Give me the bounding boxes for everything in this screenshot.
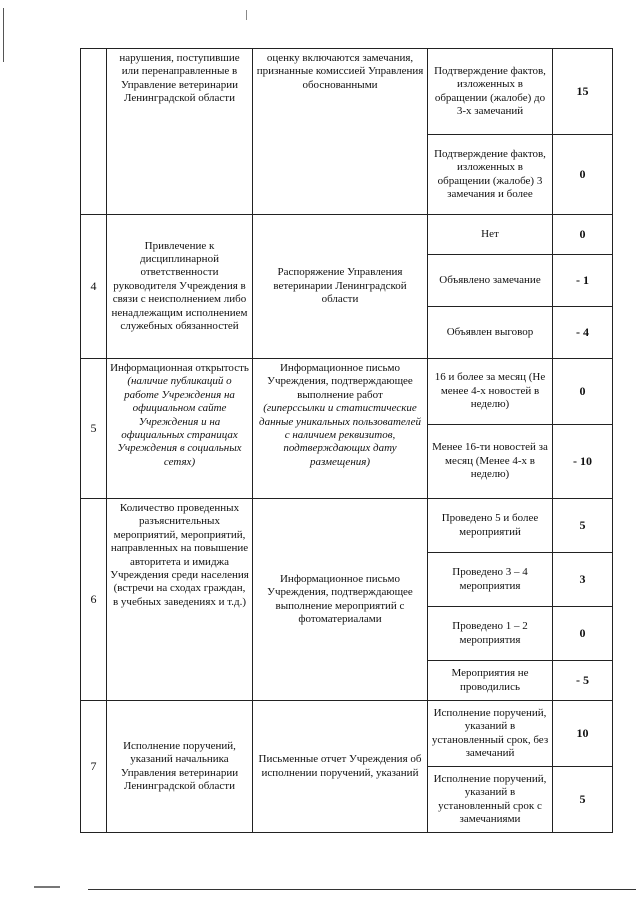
grade-cell: Исполнение поручений, указаний в установленный срок, без замечаний bbox=[428, 701, 553, 767]
row-number bbox=[81, 49, 107, 215]
points-cell: 10 bbox=[553, 701, 613, 767]
scan-tick-mark bbox=[246, 10, 247, 20]
grade-cell: Объявлено замечание bbox=[428, 255, 553, 307]
criterion-cell: Исполнение поручений, указаний начальника Управления ветеринарии Ленинградской области bbox=[107, 701, 253, 833]
confirmation-cell: Информационное письмо Учреждения, подтверждающее выполнение мероприятий с фотоматериалами bbox=[253, 499, 428, 701]
row-number: 6 bbox=[81, 499, 107, 701]
grade-cell: Исполнение поручений, указаний в установленный срок с замечаниями bbox=[428, 767, 553, 833]
confirmation-cell bbox=[253, 359, 428, 499]
grade-cell: Проведено 1 – 2 мероприятия bbox=[428, 607, 553, 661]
row-number: 7 bbox=[81, 701, 107, 833]
points-cell: 0 bbox=[553, 135, 613, 215]
scan-footer-mark bbox=[34, 886, 60, 888]
points-cell: 5 bbox=[553, 767, 613, 833]
confirmation-note: (гиперссылки и статистические данные уникальных пользователей с наличием реквизитов, подтверждающих дату размещения) bbox=[259, 402, 421, 468]
grade-cell: Подтверждение фактов, изложенных в обращении (жалобе) до 3-х замечаний bbox=[428, 49, 553, 135]
criterion-note: (наличие публикаций о работе Учреждения на официальном сайте Учреждения и на официальных страницах Учреждения в социальных сетях) bbox=[117, 375, 242, 468]
grade-cell: Проведено 5 и более мероприятий bbox=[428, 499, 553, 553]
table-row bbox=[81, 215, 613, 255]
criterion-cell: Привлечение к дисциплинарной ответственности руководителя Учреждения в связи с неисполнением либо ненадлежащим исполнением служебных обязанностей bbox=[107, 215, 253, 359]
criteria-table bbox=[80, 48, 613, 833]
row-number: 4 bbox=[81, 215, 107, 359]
table-row bbox=[81, 701, 613, 767]
scan-footer-line bbox=[88, 889, 636, 890]
grade-cell: Подтверждение фактов, изложенных в обращении (жалобе) 3 замечания и более bbox=[428, 135, 553, 215]
points-cell: 3 bbox=[553, 553, 613, 607]
grade-cell: Менее 16-ти новостей за месяц (Менее 4-х в неделю) bbox=[428, 425, 553, 499]
row-number: 5 bbox=[81, 359, 107, 499]
points-cell: 0 bbox=[553, 215, 613, 255]
confirmation-title: Информационное письмо Учреждения, подтверждающее выполнение работ bbox=[267, 362, 413, 401]
points-cell: - 10 bbox=[553, 425, 613, 499]
points-cell: 5 bbox=[553, 499, 613, 553]
grade-cell: Мероприятия не проводились bbox=[428, 661, 553, 701]
table-row bbox=[81, 359, 613, 425]
points-cell: - 4 bbox=[553, 307, 613, 359]
confirmation-cell: оценку включаются замечания, признанные комиссией Управления обоснованными bbox=[253, 49, 428, 215]
grade-cell: Нет bbox=[428, 215, 553, 255]
grade-cell: 16 и более за месяц (Не менее 4-х новостей в неделю) bbox=[428, 359, 553, 425]
grade-cell: Объявлен выговор bbox=[428, 307, 553, 359]
points-cell: 15 bbox=[553, 49, 613, 135]
scan-edge-mark bbox=[3, 8, 4, 62]
criterion-cell bbox=[107, 359, 253, 499]
points-cell: - 5 bbox=[553, 661, 613, 701]
criterion-cell: нарушения, поступившие или перенаправленные в Управление ветеринарии Ленинградской области bbox=[107, 49, 253, 215]
points-cell: - 1 bbox=[553, 255, 613, 307]
grade-cell: Проведено 3 – 4 мероприятия bbox=[428, 553, 553, 607]
table-row bbox=[81, 499, 613, 553]
criterion-cell: Количество проведенных разъяснительных мероприятий, мероприятий, направленных на повышение авторитета и имиджа Учреждения среди населения (встречи на сходах граждан, в учебных заведениях и т.д.) bbox=[107, 499, 253, 701]
points-cell: 0 bbox=[553, 359, 613, 425]
points-cell: 0 bbox=[553, 607, 613, 661]
confirmation-cell: Письменные отчет Учреждения об исполнении поручений, указаний bbox=[253, 701, 428, 833]
confirmation-cell: Распоряжение Управления ветеринарии Ленинградской области bbox=[253, 215, 428, 359]
table-row bbox=[81, 49, 613, 135]
criterion-title: Информационная открытость bbox=[110, 362, 249, 374]
